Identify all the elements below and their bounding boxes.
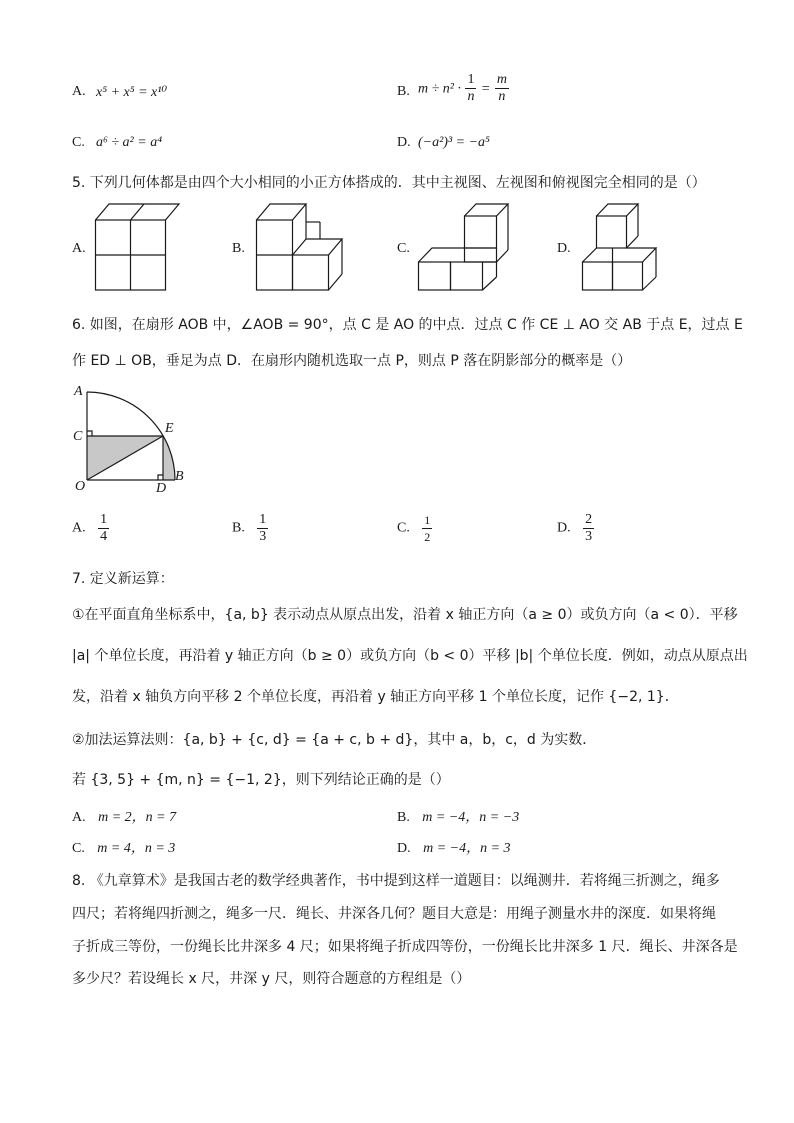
q7-line6: 若 {3, 5} + {m, n} = {−1, 2}，则下列结论正确的是（） xyxy=(72,772,450,788)
q6-option-d: D. $\frac{2}{3}$ xyxy=(557,512,593,544)
q6-option-a: A. $\frac{1}{4}$ xyxy=(72,512,108,544)
q6-label-C: C xyxy=(73,429,83,444)
q6-option-a-fraction: $\frac{1}{4}$ xyxy=(100,512,108,544)
q4-option-c-expr: a⁶ ÷ a² = a⁴ xyxy=(96,135,163,150)
q5-label-b: B. xyxy=(232,241,245,256)
q6-option-d-fraction: $\frac{2}{3}$ xyxy=(585,512,593,544)
q7-option-b: B. m = −4，n = −3 xyxy=(397,810,520,825)
q7-line1: 7. 定义新运算： xyxy=(72,571,174,587)
q8-line3: 子折成三等份，一份绳长比井深多 4 尺；如果将绳子折成四等份，一份绳长比井深多 1 尺．绳长、井深各是 xyxy=(72,939,738,955)
q4-option-b-expr xyxy=(418,72,509,105)
q4-option-d-label: D. xyxy=(397,135,411,150)
q5-figure-b xyxy=(256,202,346,292)
q5-figure-a xyxy=(95,202,171,292)
q4-option-a-label: A. xyxy=(72,84,86,99)
q7-option-a: A. m = 2，n = 7 xyxy=(72,810,177,825)
q6-option-c-fraction: $\frac{1}{2}$ xyxy=(424,513,431,544)
q6-label-A: A xyxy=(74,384,83,399)
q4-option-c-label: C. xyxy=(72,135,85,150)
q7-line5: ②加法运算法则：{a, b} + {c, d} = {a + c, b + d}，其中 a，b，c，d 为实数． xyxy=(72,732,597,748)
q8-line4: 多少尺？若设绳长 x 尺，井深 y 尺，则符合题意的方程组是（） xyxy=(72,971,471,987)
q6-option-b-fraction: $\frac{1}{3}$ xyxy=(259,512,267,544)
q7-option-c: C. m = 4，n = 3 xyxy=(72,841,176,856)
q4-b-left: m ÷ n² · xyxy=(418,81,461,97)
q5-figure-c xyxy=(418,202,518,292)
q7-line4: 发，沿着 x 轴负方向平移 2 个单位长度，再沿着 y 轴正方向平移 1 个单位长度，记作 {−2, 1}． xyxy=(72,689,679,705)
q4-option-b-label: B. xyxy=(397,84,410,99)
q6-sector-figure xyxy=(72,380,192,495)
q6-shaded-region-right xyxy=(163,436,175,480)
q6-label-E: E xyxy=(165,421,174,436)
q4-option-a-expr: x⁵ + x⁵ = x¹⁰ xyxy=(96,85,168,100)
q4-b-frac2: $\frac{m}{n}$ xyxy=(496,72,507,104)
q6-label-D: D xyxy=(156,481,167,496)
q5-figure-d xyxy=(582,202,662,292)
q6-option-b: B. $\frac{1}{3}$ xyxy=(232,512,267,544)
q6-stem-line2: 作 ED ⊥ OB，垂足为点 D．在扇形内随机选取一点 P，则点 P 落在阴影部分的概率是（） xyxy=(72,353,632,369)
q6-option-c: C. $\frac{1}{2}$ xyxy=(397,513,431,544)
q7-line2: ①在平面直角坐标系中，{a, b} 表示动点从原点出发，沿着 x 轴正方向（a ≥ 0）或负方向（a < 0）．平移 xyxy=(72,607,738,623)
q6-stem-line1: 6. 如图，在扇形 AOB 中，∠AOB = 90°，点 C 是 AO 的中点．过点 C 作 CE ⊥ AO 交 AB 于点 E，过点 E xyxy=(72,317,743,333)
q5-label-a: A. xyxy=(72,241,86,256)
q4-option-d-expr: (−a²)³ = −a⁵ xyxy=(418,135,490,150)
q6-label-B: B xyxy=(175,469,184,484)
q7-option-d: D. m = −4，n = 3 xyxy=(397,841,511,856)
q5-label-c: C. xyxy=(397,241,410,256)
q4-b-eq: = xyxy=(480,81,491,97)
q7-line3: |a| 个单位长度，再沿着 y 轴正方向（b ≥ 0）或负方向（b < 0）平移 |b| 个单位长度．例如，动点从原点出 xyxy=(72,648,748,664)
q5-label-d: D. xyxy=(557,241,571,256)
q6-label-O: O xyxy=(75,479,86,494)
q8-line2: 四尺；若将绳四折测之，绳多一尺．绳长、井深各几何？题目大意是：用绳子测量水井的深度．如果将绳 xyxy=(72,906,716,922)
q8-line1: 8. 《九章算术》是我国古老的数学经典著作，书中提到这样一道题目：以绳测井．若将绳三折测之，绳多 xyxy=(72,873,720,889)
q4-b-frac1: $\frac{1}{n}$ xyxy=(467,72,475,104)
q5-stem: 5. 下列几何体都是由四个大小相同的小正方体搭成的．其中主视图、左视图和俯视图完全相同的是（） xyxy=(72,175,706,191)
